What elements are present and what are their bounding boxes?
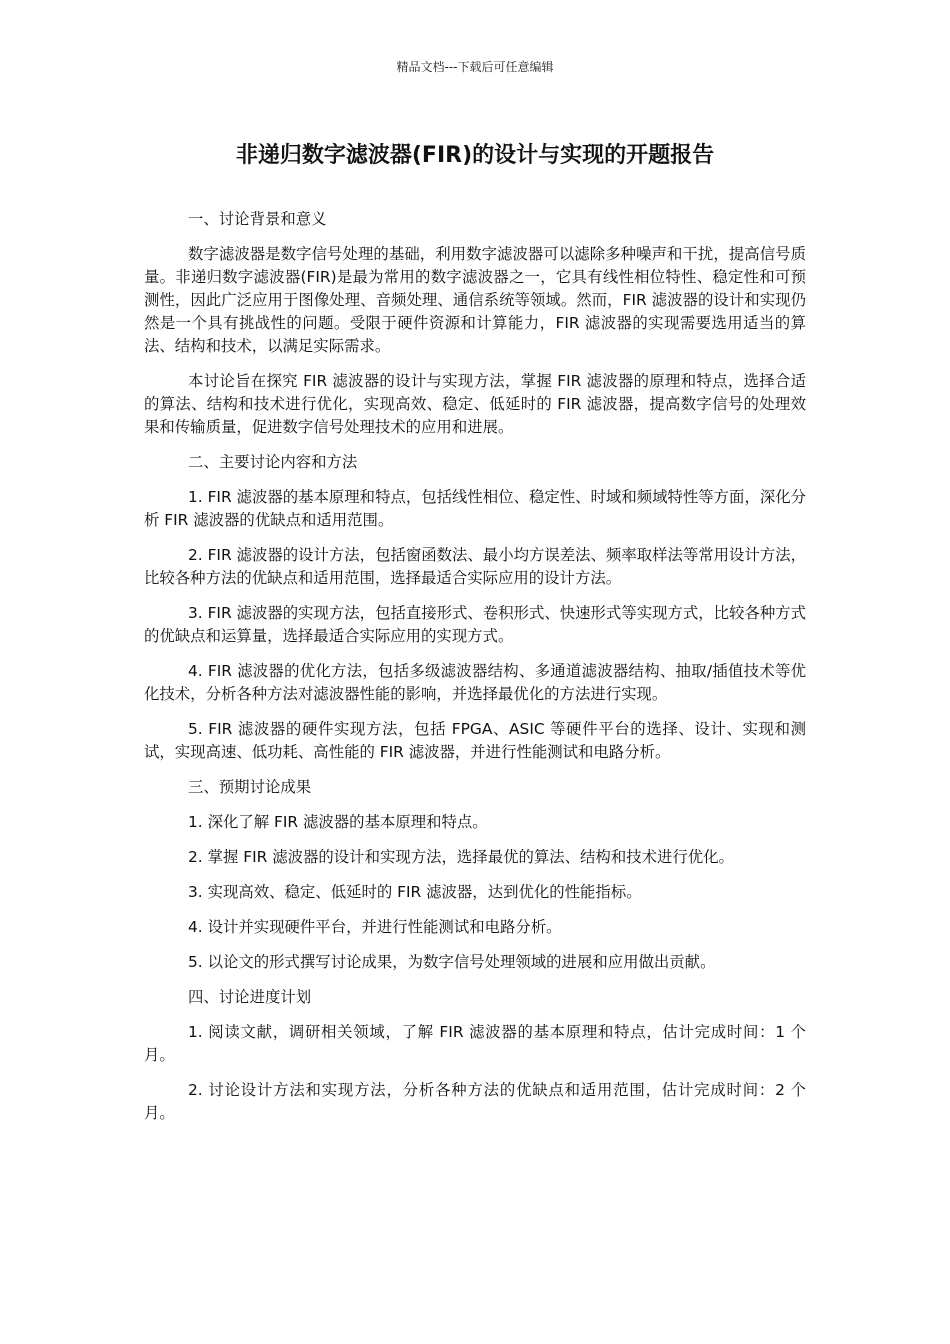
page-header: 精品文档---下载后可任意编辑 (396, 60, 554, 74)
list-item: 1. 深化了解 FIR 滤波器的基本原理和特点。 (188, 813, 488, 831)
list-item: 1. 阅读文献，调研相关领域，了解 FIR 滤波器的基本原理和特点，估计完成时间：1 个月。 (144, 1023, 806, 1064)
list-item: 3. FIR 滤波器的实现方法，包括直接形式、卷积形式、快速形式等实现方式，比较各种方式的优缺点和运算量，选择最适合实际应用的实现方式。 (144, 604, 807, 645)
section-heading: 四、讨论进度计划 (188, 988, 312, 1006)
section-heading: 三、预期讨论成果 (188, 778, 312, 796)
section-heading: 一、讨论背景和意义 (188, 210, 327, 228)
section-schedule (144, 986, 806, 1125)
list-item: 1. FIR 滤波器的基本原理和特点，包括线性相位、稳定性、时域和频域特性等方面，深化分析 FIR 滤波器的优缺点和适用范围。 (144, 488, 807, 529)
list-item: 2. 讨论设计方法和实现方法，分析各种方法的优缺点和适用范围，估计完成时间：2 个月。 (144, 1081, 806, 1122)
section-heading: 二、主要讨论内容和方法 (188, 453, 358, 471)
list-item: 5. 以论文的形式撰写讨论成果，为数字信号处理领域的进展和应用做出贡献。 (188, 953, 716, 971)
list-item: 2. 掌握 FIR 滤波器的设计和实现方法，选择最优的算法、结构和技术进行优化。 (188, 848, 734, 866)
list-item: 2. FIR 滤波器的设计方法，包括窗函数法、最小均方误差法、频率取样法等常用设计方法，比较各种方法的优缺点和适用范围，选择最适合实际应用的设计方法。 (144, 546, 807, 587)
section-content-methods (144, 451, 806, 764)
section-background (144, 208, 806, 439)
list-item: 5. FIR 滤波器的硬件实现方法，包括 FPGA、ASIC 等硬件平台的选择、设计、实现和测试，实现高速、低功耗、高性能的 FIR 滤波器，并进行性能测试和电路分析。 (144, 720, 806, 761)
document-title: 非递归数字滤波器(FIR)的设计与实现的开题报告 (235, 143, 715, 168)
document-body (144, 208, 806, 1137)
section-expected-results (144, 776, 806, 974)
paragraph: 本讨论旨在探究 FIR 滤波器的设计与实现方法，掌握 FIR 滤波器的原理和特点，选择合适的算法、结构和技术进行优化，实现高效、稳定、低延时的 FIR 滤波器，提高数字信号的处理效果和传输质量，促进数字信号处理技术的应用和进展。 (144, 372, 806, 436)
paragraph: 数字滤波器是数字信号处理的基础，利用数字滤波器可以滤除多种噪声和干扰，提高信号质量。非递归数字滤波器(FIR)是最为常用的数字滤波器之一，它具有线性相位特性、稳定性和可预测性，因此广泛应用于图像处理、音频处理、通信系统等领域。然而，FIR 滤波器的设计和实现仍然是一个具有挑战性的问题。受限于硬件资源和计算能力，FIR 滤波器的实现需要选用适当的算法、结构和技术，以满足实际需求。 (144, 245, 806, 355)
list-item: 4. FIR 滤波器的优化方法，包括多级滤波器结构、多通道滤波器结构、抽取/插值技术等优化技术，分析各种方法对滤波器性能的影响，并选择最优化的方法进行实现。 (144, 662, 806, 703)
list-item: 4. 设计并实现硬件平台，并进行性能测试和电路分析。 (188, 918, 562, 936)
list-item: 3. 实现高效、稳定、低延时的 FIR 滤波器，达到优化的性能指标。 (188, 883, 642, 901)
